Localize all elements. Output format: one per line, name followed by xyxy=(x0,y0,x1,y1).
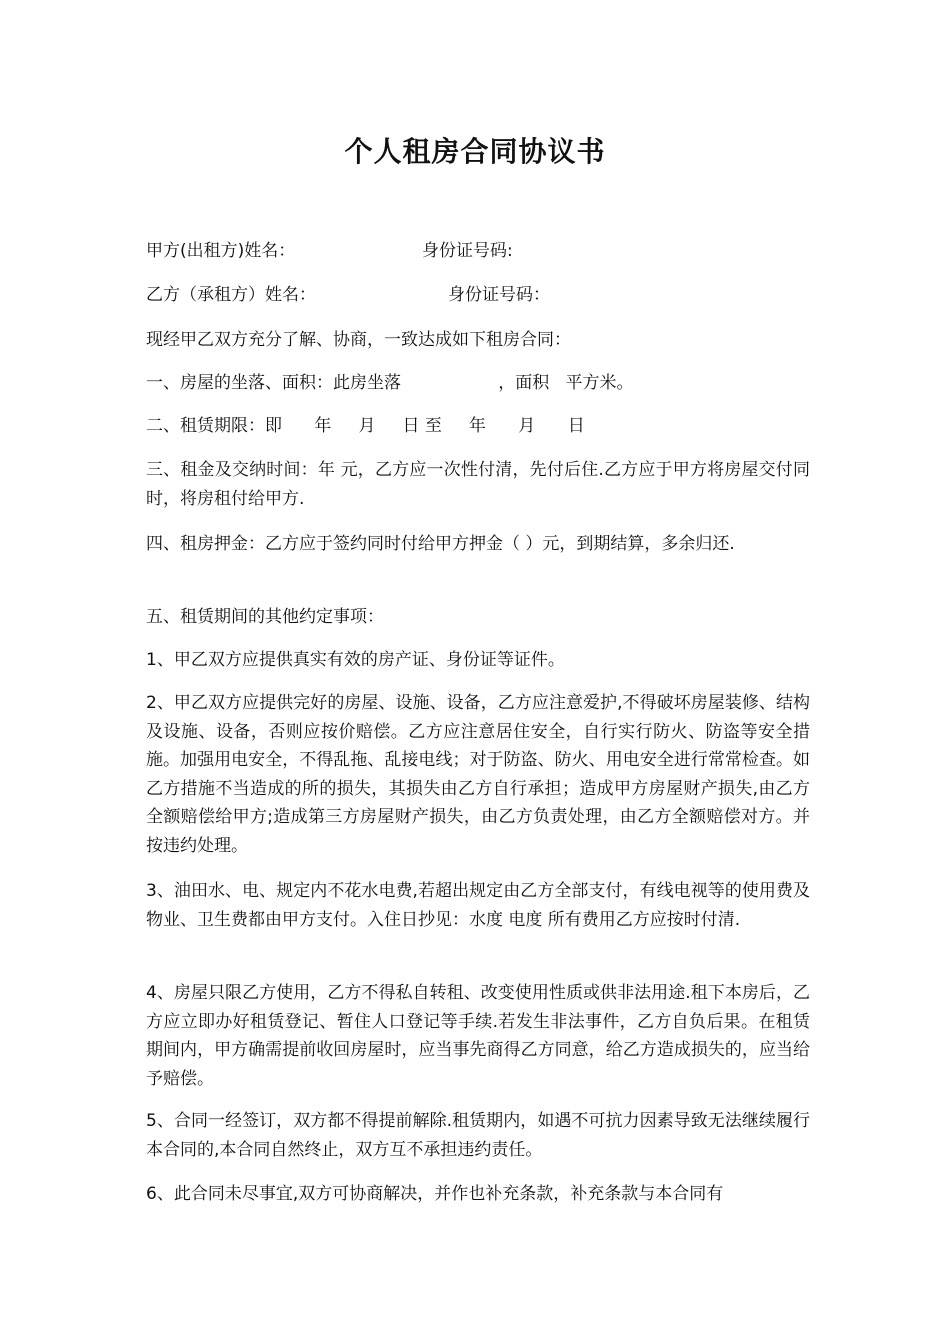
section-4-deposit: 四、租房押金：乙方应于签约同时付给甲方押金（ ）元，到期结算，多余归还. xyxy=(146,534,735,554)
intro-text: 现经甲乙双方充分了解、协商，一致达成如下租房合同： xyxy=(146,330,571,350)
clause-3: 3、油田水、电、规定内不花水电费,若超出规定由乙方全部支付，有线电视等的使用费及物业、卫生费都由甲方支付。入住日抄见：水度 电度 所有费用乙方应按时付清. xyxy=(146,881,810,930)
clause-2: 2、甲乙双方应提供完好的房屋、设施、设备，乙方应注意爱护,不得破坏房屋装修、结构及设施、设备，否则应按价赔偿。乙方应注意居住安全，自行实行防火、防盗等安全措施。加强用电安全，不得乱拖、乱接电线；对于防盗、防火、用电安全进行常常检查。如乙方措施不当造成的所的损失，其损失由乙方自行承担；造成甲方房屋财产损失,由乙方全额赔偿给甲方;造成第三方房屋财产损失，由乙方负责处理，由乙方全额赔偿对方。并按违约处理。 xyxy=(146,693,810,856)
section-1-location: 一、房屋的坐落、面积：此房坐落 ，面积 平方米。 xyxy=(146,373,634,393)
party-b-id-label: 身份证号码： xyxy=(448,285,550,305)
section-3-rent: 三、租金及交纳时间：年 元，乙方应一次性付清，先付后住.乙方应于甲方将房屋交付同时，将房租付给甲方. xyxy=(146,460,810,509)
section-2-term: 二、租赁期限：即 年 月 日 至 年 月 日 xyxy=(146,416,585,436)
clause-1: 1、甲乙双方应提供真实有效的房产证、身份证等证件。 xyxy=(146,650,565,670)
party-b-line xyxy=(146,281,810,309)
party-a-id-label: 身份证号码: xyxy=(422,241,513,261)
party-a-line xyxy=(146,237,810,265)
document-title: 个人租房合同协议书 xyxy=(344,135,606,168)
section-5-heading: 五、租赁期间的其他约定事项： xyxy=(146,607,384,627)
party-b-name-label: 乙方（承租方）姓名： xyxy=(146,285,316,305)
clause-4: 4、房屋只限乙方使用，乙方不得私自转租、改变使用性质或供非法用途.租下本房后，乙方应立即办好租赁登记、暂住人口登记等手续.若发生非法事件，乙方自负后果。在租赁期间内，甲方确需提前收回房屋时，应当事先商得乙方同意，给乙方造成损失的，应当给予赔偿。 xyxy=(146,983,810,1089)
clause-5: 5、合同一经签订，双方都不得提前解除.租赁期内，如遇不可抗力因素导致无法继续履行本合同的,本合同自然终止，双方互不承担违约责任。 xyxy=(146,1111,810,1160)
party-a-name-label: 甲方(出租方)姓名： xyxy=(146,241,296,261)
clause-6: 6、此合同未尽事宜,双方可协商解决，并作也补充条款，补充条款与本合同有 xyxy=(146,1184,724,1204)
